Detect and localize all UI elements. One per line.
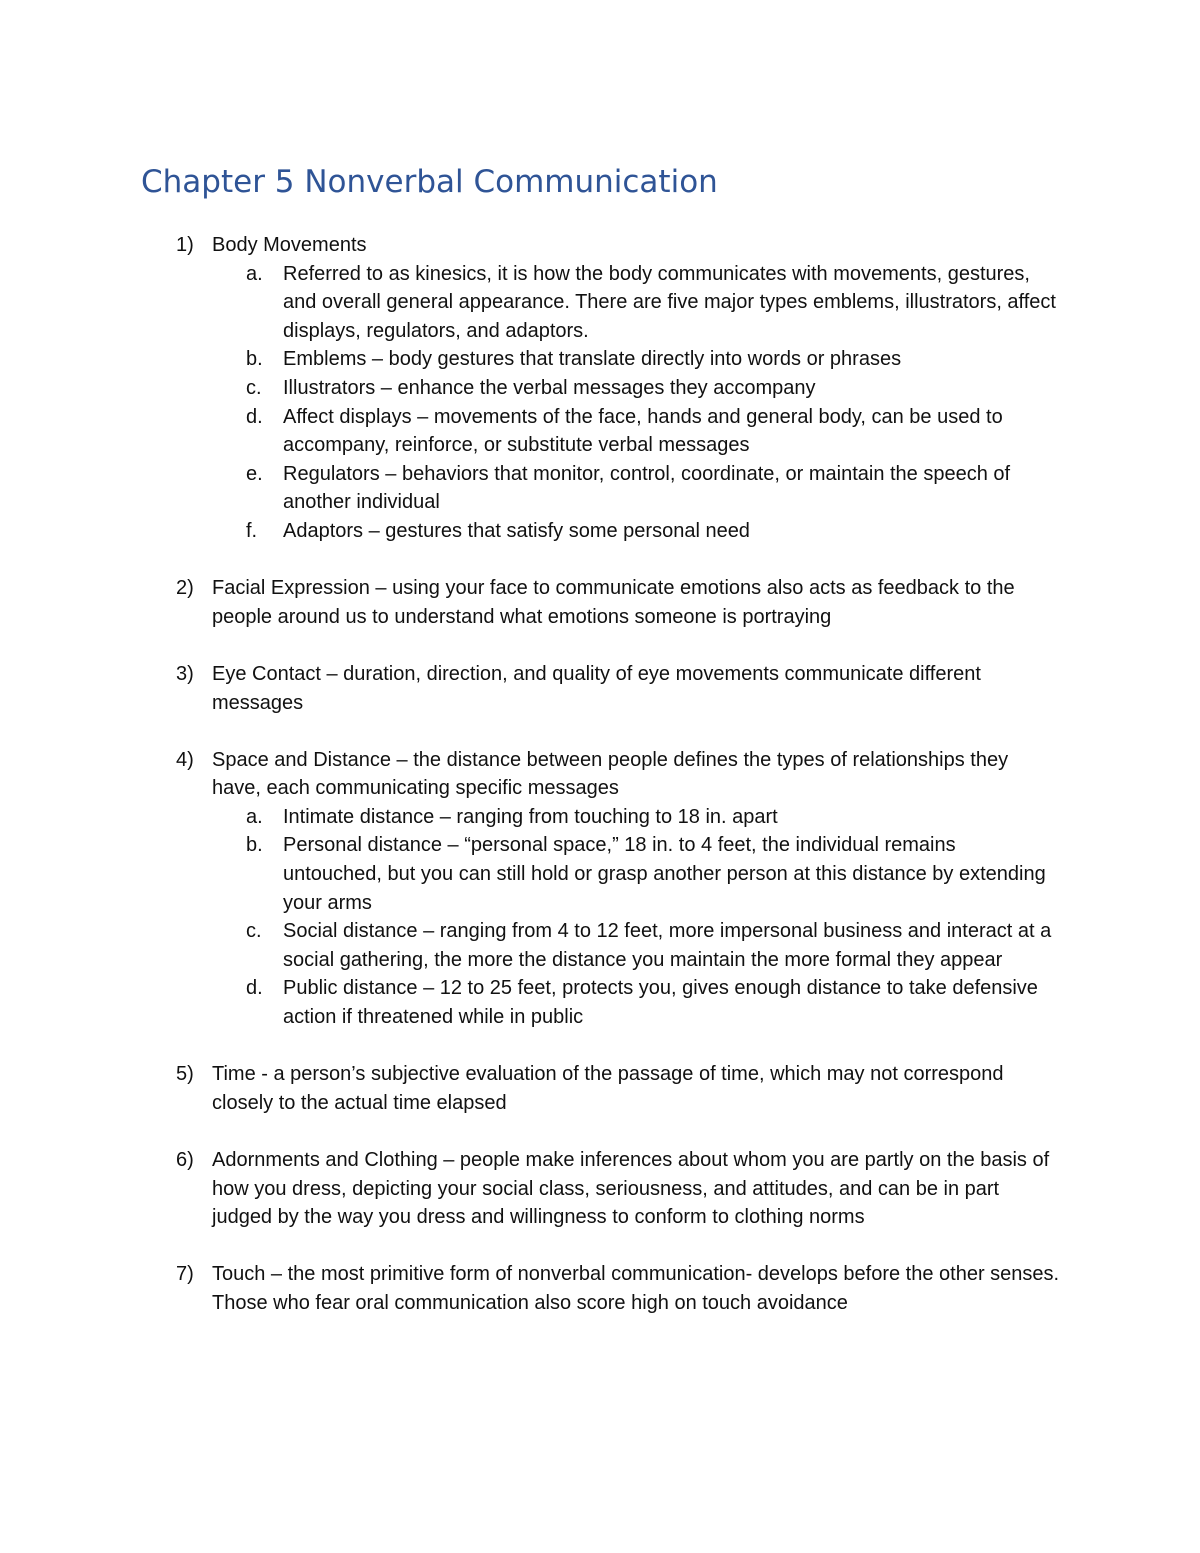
item-number: 4) bbox=[176, 748, 194, 771]
topic-item-space-and-distance bbox=[0, 746, 1200, 1032]
topic-item-eye-contact bbox=[0, 660, 1200, 717]
topic-list bbox=[0, 231, 1200, 1346]
subtopic-item bbox=[212, 803, 1060, 832]
subtopic-text: Intimate distance – ranging from touching to 18 in. apart bbox=[283, 805, 778, 828]
item-text: Touch – the most primitive form of nonverbal communication- develops before the other senses. Those who fear oral communication also score high on touch avoidance bbox=[212, 1263, 1060, 1314]
subtopic-text: Affect displays – movements of the face, hands and general body, can be used to accompany, reinforce, or substitute verbal messages bbox=[283, 405, 1003, 457]
topic-item-body-movements bbox=[0, 231, 1200, 546]
subtopic-list bbox=[212, 803, 1060, 1032]
subtopic-item bbox=[212, 260, 1060, 346]
subtopic-item bbox=[212, 974, 1060, 1031]
subtopic-item bbox=[212, 917, 1060, 974]
topic-item-facial-expression bbox=[0, 574, 1200, 631]
subtopic-text: Adaptors – gestures that satisfy some personal need bbox=[283, 519, 750, 542]
item-number: 1) bbox=[176, 234, 194, 256]
item-text: Time - a person’s subjective evaluation of the passage of time, which may not correspond closely to the actual time elapsed bbox=[212, 1063, 1004, 1114]
item-number: 3) bbox=[176, 662, 194, 685]
subtopic-item bbox=[212, 403, 1060, 460]
item-text: Space and Distance – the distance between people defines the types of relationships they have, each communicating specific messages bbox=[212, 748, 1009, 800]
subtopic-item bbox=[212, 460, 1060, 517]
subtopic-letter: e. bbox=[246, 462, 263, 485]
subtopic-text: Personal distance – “personal space,” 18 in. to 4 feet, the individual remains untouched, but you can still hold or grasp another person at this distance by extending your arms bbox=[283, 834, 1046, 914]
subtopic-letter: c. bbox=[246, 376, 262, 399]
subtopic-letter: a. bbox=[246, 805, 263, 828]
subtopic-item bbox=[212, 831, 1060, 917]
item-number: 7) bbox=[176, 1263, 194, 1286]
subtopic-letter: c. bbox=[246, 920, 262, 943]
subtopic-letter: d. bbox=[246, 977, 263, 1000]
item-number: 6) bbox=[176, 1149, 194, 1171]
subtopic-text: Illustrators – enhance the verbal messages they accompany bbox=[283, 376, 816, 399]
item-text: Facial Expression – using your face to communicate emotions also acts as feedback to the people around us to understand what emotions someone is portraying bbox=[212, 577, 1015, 628]
subtopic-text: Social distance – ranging from 4 to 12 feet, more impersonal business and interact at a social gathering, the more the distance you maintain the more formal they appear bbox=[283, 920, 1052, 971]
item-text: Eye Contact – duration, direction, and quality of eye movements communicate different messages bbox=[212, 662, 981, 714]
subtopic-text: Referred to as kinesics, it is how the body communicates with movements, gestures, and overall general appearance. There are five major types emblems, illustrators, affect displays, regulators, and adaptors. bbox=[283, 262, 1056, 342]
subtopic-list bbox=[212, 260, 1060, 546]
subtopic-text: Public distance – 12 to 25 feet, protects you, gives enough distance to take defensive action if threatened while in public bbox=[283, 977, 1038, 1029]
subtopic-letter: f. bbox=[246, 519, 258, 542]
topic-item-adornments-and-clothing bbox=[0, 1146, 1200, 1232]
topic-item-touch bbox=[0, 1260, 1200, 1317]
item-text: Body Movements bbox=[212, 234, 367, 256]
item-number: 2) bbox=[176, 577, 194, 600]
item-number: 5) bbox=[176, 1063, 194, 1086]
subtopic-text: Regulators – behaviors that monitor, control, coordinate, or maintain the speech of another individual bbox=[283, 462, 1011, 514]
page-title: Chapter 5 Nonverbal Communication bbox=[141, 164, 718, 200]
subtopic-item bbox=[212, 345, 1060, 374]
subtopic-letter: b. bbox=[246, 834, 263, 857]
item-text: Adornments and Clothing – people make inferences about whom you are partly on the basis of how you dress, depicting your social class, seriousness, and attitudes, and can be in part judged by the way you dress and willingness to conform to clothing norms bbox=[212, 1149, 1050, 1229]
subtopic-letter: b. bbox=[246, 348, 263, 371]
topic-item-time bbox=[0, 1060, 1200, 1117]
subtopic-letter: d. bbox=[246, 405, 263, 428]
subtopic-item bbox=[212, 517, 1060, 546]
subtopic-text: Emblems – body gestures that translate directly into words or phrases bbox=[283, 348, 902, 371]
subtopic-letter: a. bbox=[246, 262, 263, 285]
subtopic-item bbox=[212, 374, 1060, 403]
